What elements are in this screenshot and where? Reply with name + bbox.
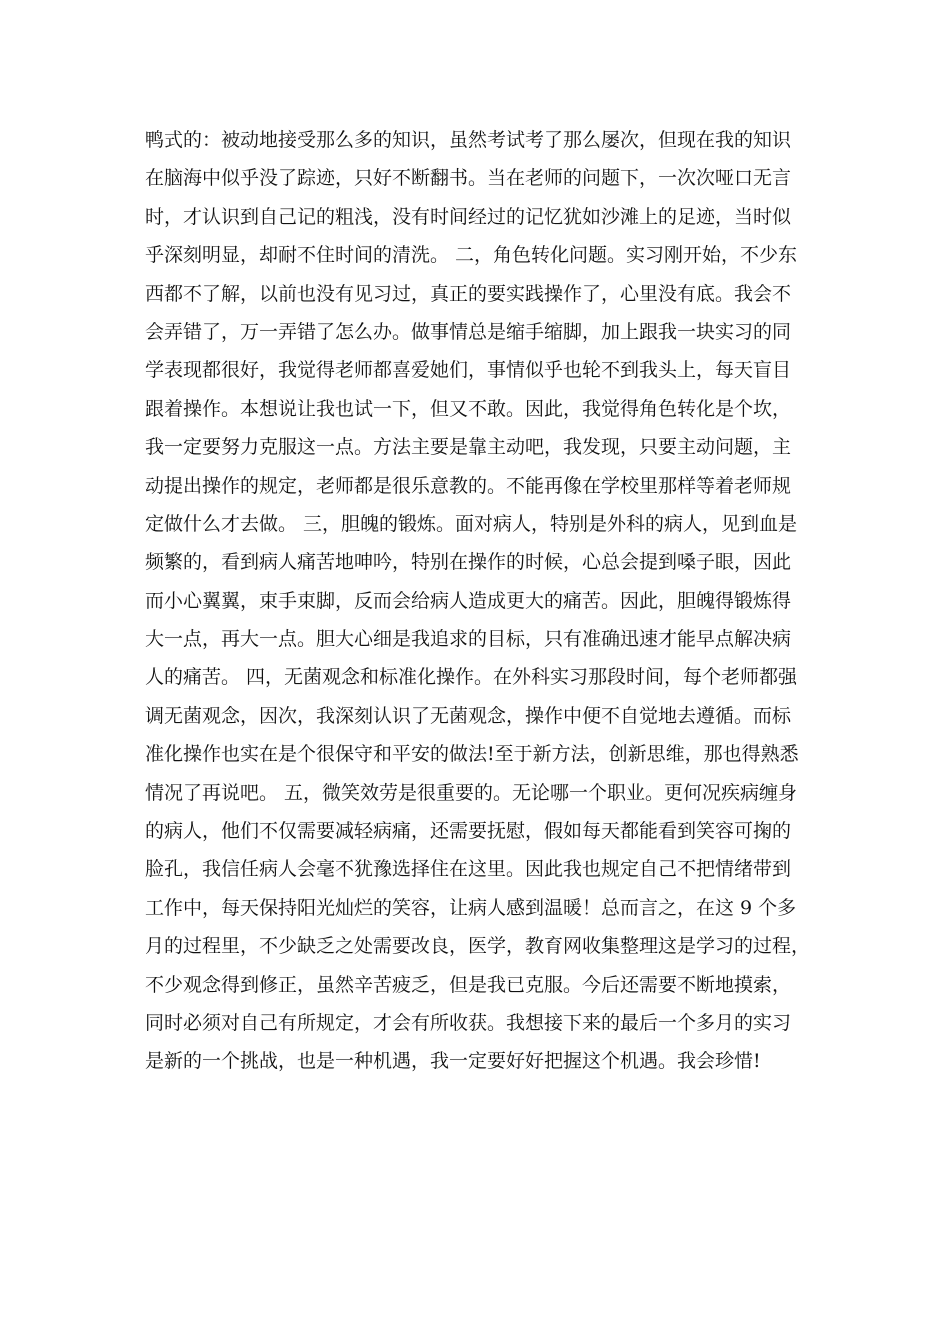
text-line: 情况了再说吧。 五，微笑效劳是很重要的。无论哪一个职业。更何况疾病缠身	[145, 781, 798, 804]
text-line: 大一点，再大一点。胆大心细是我追求的目标，只有准确迅速才能早点解决病	[145, 628, 792, 651]
text-line: 而小心翼翼，束手束脚，反而会给病人造成更大的痛苦。因此，胆魄得锻炼得	[145, 589, 792, 612]
text-line: 是新的一个挑战，也是一种机遇，我一定要好好把握这个机遇。我会珍惜!	[145, 1050, 761, 1073]
text-line: 动提出操作的规定，老师都是很乐意教的。不能再像在学校里那样等着老师规	[145, 474, 792, 497]
text-line: 乎深刻明显，却耐不住时间的清洗。 二，角色转化问题。实习刚开始，不少东	[145, 244, 798, 267]
text-line: 学表现都很好，我觉得老师都喜爱她们，事情似乎也轮不到我头上，每天盲目	[145, 359, 792, 382]
text-line: 鸭式的：被动地接受那么多的知识，虽然考试考了那么屡次，但现在我的知识	[145, 129, 792, 151]
text-line: 会弄错了，万一弄错了怎么办。做事情总是缩手缩脚，加上跟我一块实习的同	[145, 320, 792, 343]
text-line: 的病人，他们不仅需要减轻病痛，还需要抚慰，假如每天都能看到笑容可掬的	[145, 820, 792, 843]
body-text	[145, 121, 815, 1081]
text-line: 脸孔，我信任病人会毫不犹豫选择住在这里。因此我也规定自己不把情绪带到	[145, 858, 792, 881]
text-line: 月的过程里，不少缺乏之处需要改良，医学，教育网收集整理这是学习的过程，	[145, 935, 811, 958]
text-line: 人的痛苦。 四，无菌观念和标准化操作。在外科实习那段时间，每个老师都强	[145, 666, 798, 689]
text-line: 西都不了解，以前也没有见习过，真正的要实践操作了，心里没有底。我会不	[145, 282, 792, 305]
text-line: 跟着操作。本想说让我也试一下，但又不敢。因此，我觉得角色转化是个坎，	[145, 397, 792, 420]
text-line: 在脑海中似乎没了踪迹，只好不断翻书。当在老师的问题下，一次次哑口无言	[145, 167, 792, 190]
text-line: 不少观念得到修正，虽然辛苦疲乏，但是我已克服。今后还需要不断地摸索，	[145, 973, 792, 996]
text-line: 调无菌观念，因次，我深刻认识了无菌观念，操作中便不自觉地去遵循。而标	[145, 704, 792, 727]
text-line: 我一定要努力克服这一点。方法主要是靠主动吧，我发现，只要主动问题，主	[145, 436, 792, 459]
text-line: 同时必须对自己有所规定，才会有所收获。我想接下来的最后一个多月的实习	[145, 1011, 792, 1034]
text-line: 准化操作也实在是个很保守和平安的做法!至于新方法，创新思维，那也得熟悉	[145, 743, 799, 766]
text-line: 定做什么才去做。 三，胆魄的锻炼。面对病人，特别是外科的病人，见到血是	[145, 512, 798, 535]
text-line: 频繁的，看到病人痛苦地呻吟，特别在操作的时候，心总会提到嗓子眼，因此	[145, 551, 792, 574]
text-line: 时，才认识到自己记的粗浅，没有时间经过的记忆犹如沙滩上的足迹，当时似	[145, 205, 792, 228]
text-line: 工作中，每天保持阳光灿烂的笑容，让病人感到温暖！总而言之，在这 9 个多	[145, 896, 797, 919]
